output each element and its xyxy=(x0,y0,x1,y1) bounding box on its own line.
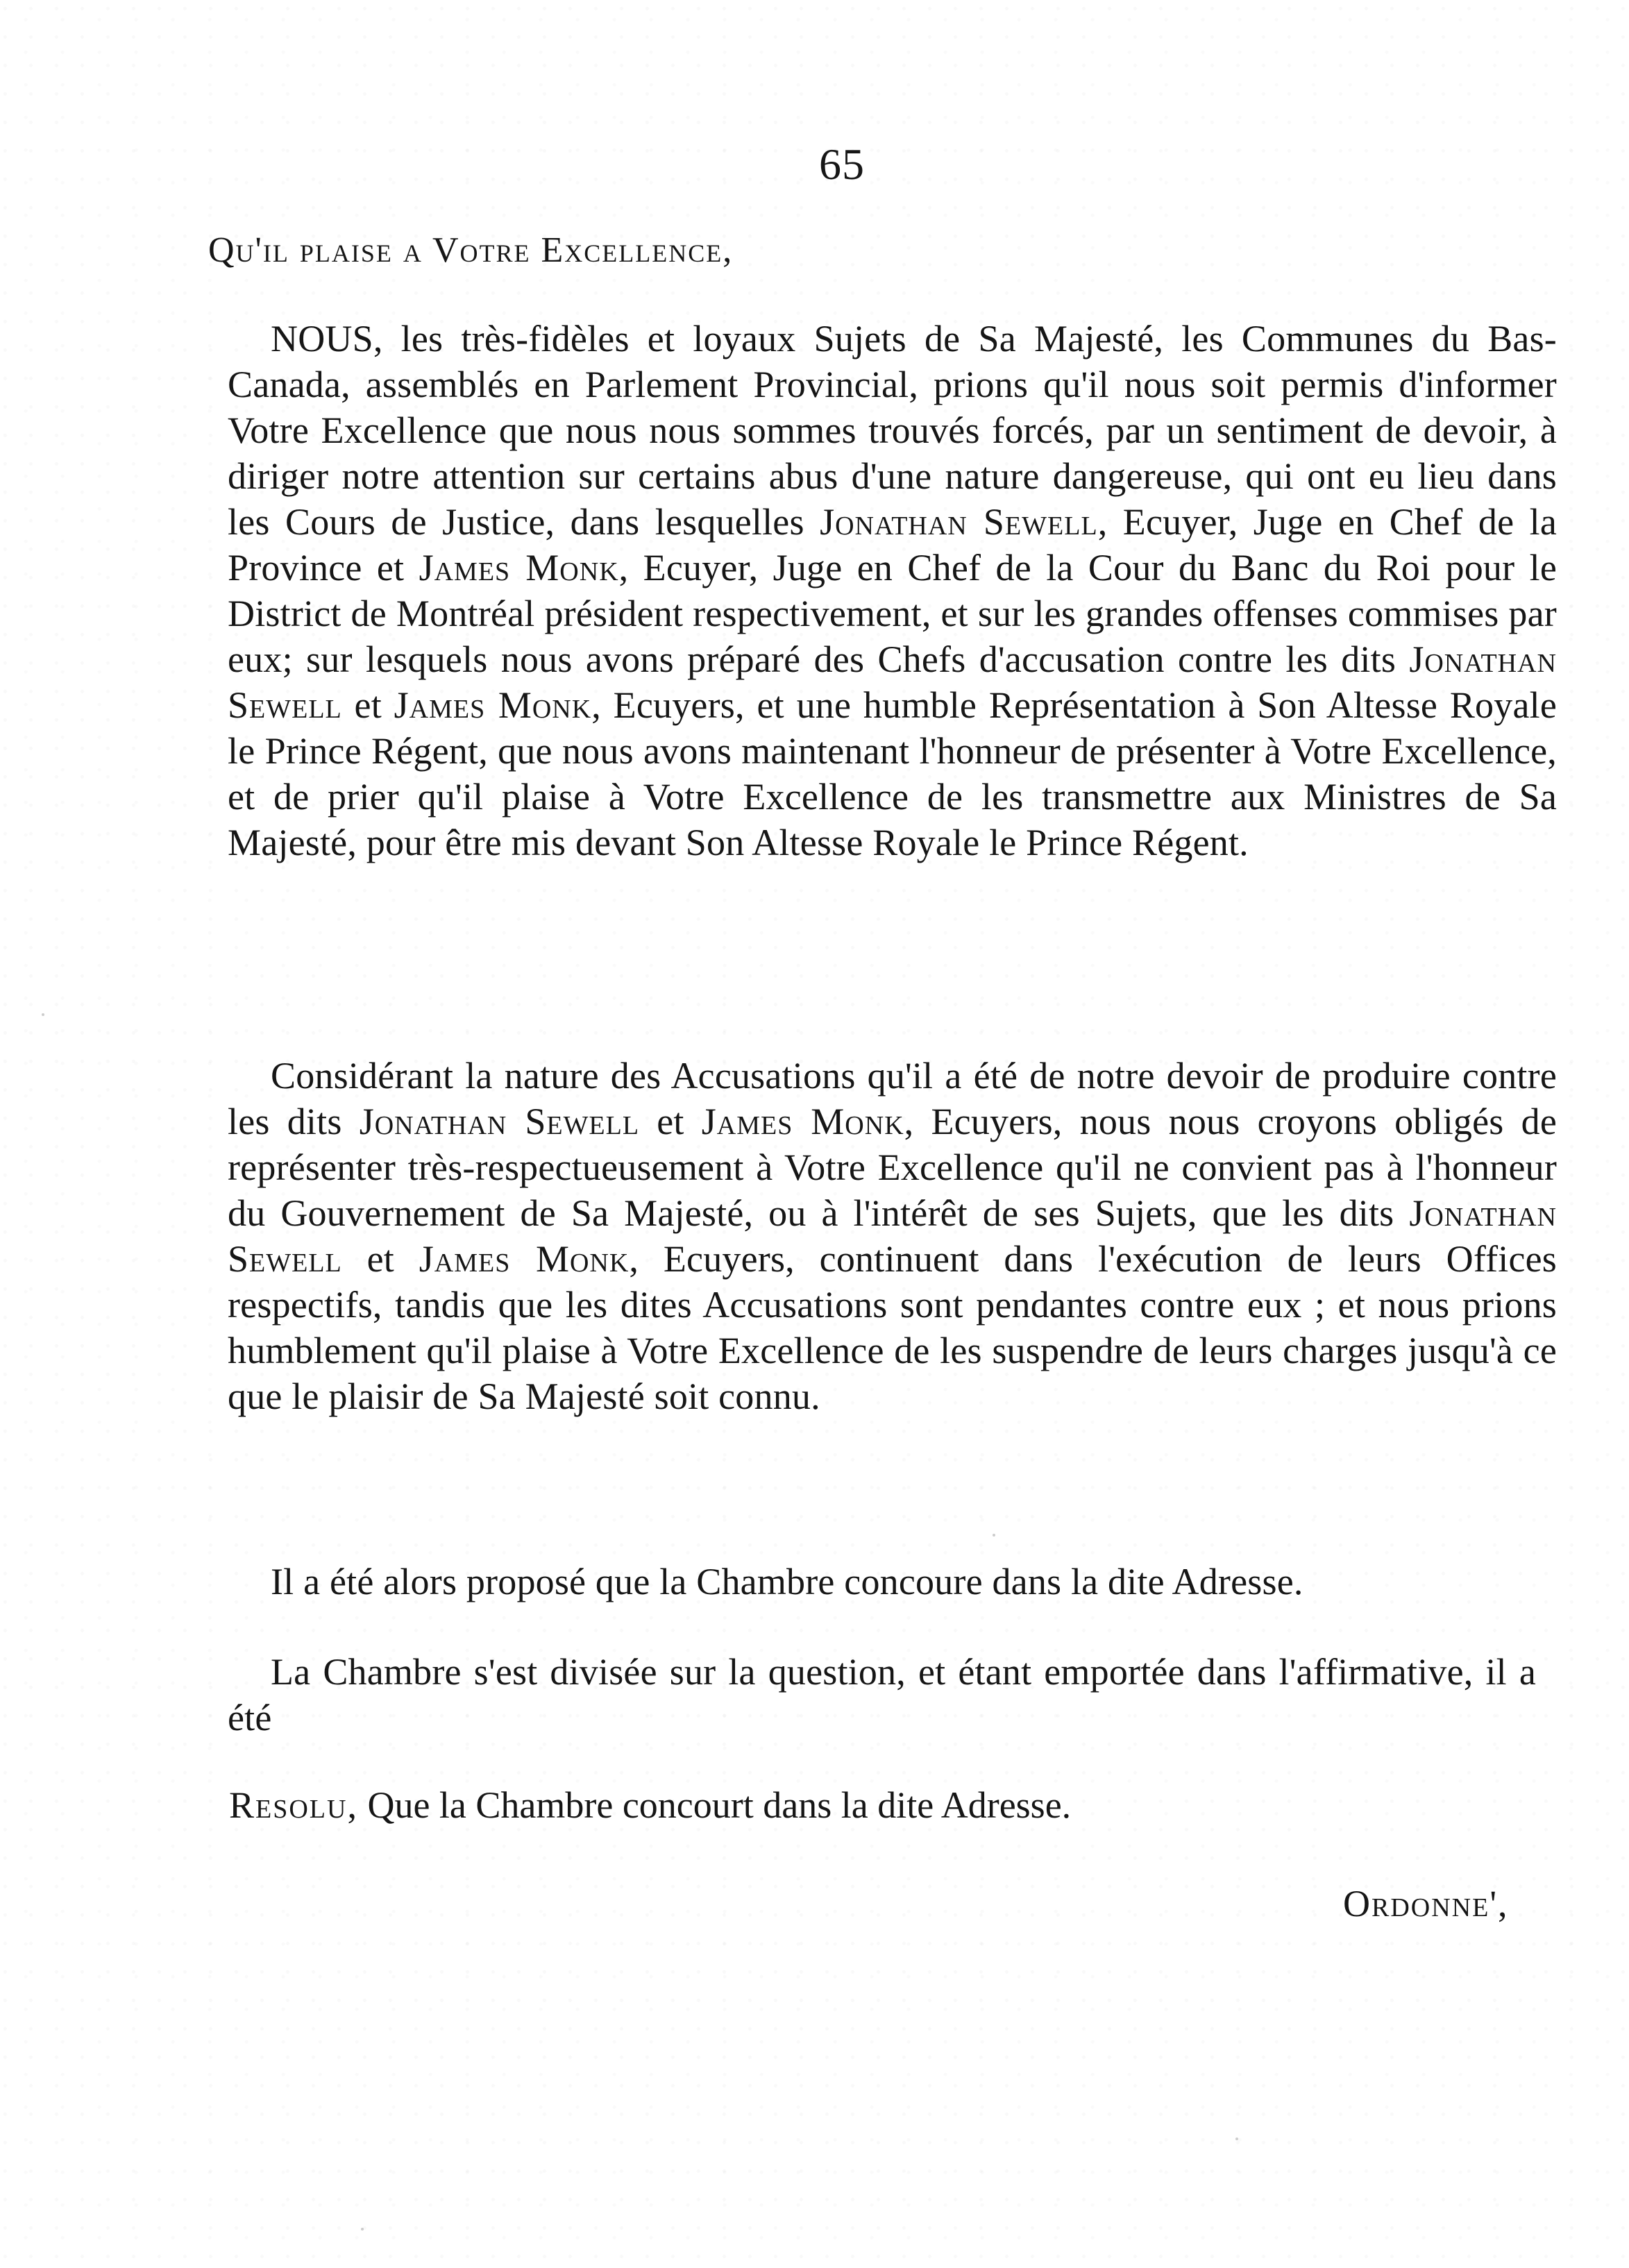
catchword: Ordonne', xyxy=(1343,1883,1509,1924)
paragraph-1-text-4: et xyxy=(341,684,394,726)
address-paragraph-2 xyxy=(228,1053,1557,1419)
paper-speck xyxy=(361,2228,364,2231)
name-james-monk: James Monk xyxy=(701,1101,904,1142)
name-jonathan-sewell: Jonathan Sewell xyxy=(228,1192,1557,1280)
name-james-monk: James Monk xyxy=(394,684,592,726)
resolution-text: Que la Chambre concourt dans la dite Adresse. xyxy=(357,1784,1072,1826)
paragraph-1-text-5: , Ecuyers, et une humble Représentation à Son Altesse Royale le Prince Régent, que nous avons maintenant l'honneur de présenter à Votre Excellence, et de prier qu'il plaise à Votre Excellence de les transmettre aux Ministres de Sa Majesté, pour être mis devant Son Altesse Royale le Prince Régent. xyxy=(228,684,1558,863)
paragraph-2-text-2: et xyxy=(639,1101,702,1142)
page-number: 65 xyxy=(819,139,865,189)
address-paragraph-1 xyxy=(228,316,1557,865)
resolution-label: Resolu, xyxy=(229,1784,358,1826)
name-jonathan-sewell: Jonathan Sewell xyxy=(359,1101,640,1142)
paper-speck xyxy=(42,1013,44,1016)
paragraph-1-text-3: , Ecuyer, Juge en Chef de la Cour du Banc du Roi pour le District de Montréal président respectivement, et sur les grandes offenses commises par eux; sur lesquels nous avons préparé des Chefs d'accusation contre les dits xyxy=(228,547,1557,680)
paragraph-2-text-1: Considérant la nature des Accusations qu'il a été de notre devoir de produire contre les dits xyxy=(228,1055,1557,1142)
name-jonathan-sewell: Jonathan Sewell xyxy=(228,638,1557,726)
resolution-line xyxy=(229,1782,1340,1828)
name-james-monk: James Monk xyxy=(419,1238,630,1280)
salutation-heading: Qu'il plaise a Votre Excellence, xyxy=(208,230,734,270)
paper-speck xyxy=(1235,2138,1238,2140)
division-paragraph: La Chambre s'est divisée sur la question, et étant emportée dans l'affirmative, il a été xyxy=(228,1651,1536,1738)
name-james-monk: James Monk xyxy=(419,547,619,589)
name-jonathan-sewell: Jonathan Sewell xyxy=(820,501,1098,543)
paragraph-2-text-3: , Ecuyers, nous nous croyons obligés de représenter très-respectueusement à Votre Excellence qu'il ne convient pas à l'honneur du Gouvernement de Sa Majesté, ou à l'intérêt de ses Sujets, que les dits xyxy=(228,1101,1557,1234)
paragraph-2-text-5: , Ecuyers, continuent dans l'exécution de leurs Offices respectifs, tandis que les dites Accusations sont pendantes contre eux ; et nous prions humblement qu'il plaise à Votre Excellence de les suspendre de leurs charges jusqu'à ce que le plaisir de Sa Majesté soit connu. xyxy=(228,1238,1557,1417)
paragraph-1-text-1: NOUS, les très-fidèles et loyaux Sujets de Sa Majesté, les Communes du Bas-Canada, assemblés en Parlement Provincial, prions qu'il nous soit permis d'informer Votre Excellence que nous nous sommes trouvés forcés, par un sentiment de devoir, à diriger notre attention sur certains abus d'une nature dangereuse, qui ont eu lieu dans les Cours de Justice, dans lesquelles xyxy=(228,318,1557,543)
paragraph-1-text-2: , Ecuyer, Juge en Chef de la Province et xyxy=(228,501,1557,589)
motion-paragraph: Il a été alors proposé que la Chambre concoure dans la dite Adresse. xyxy=(271,1561,1303,1602)
paragraph-2-text-4: et xyxy=(341,1238,419,1280)
paper-speck xyxy=(993,1534,995,1537)
